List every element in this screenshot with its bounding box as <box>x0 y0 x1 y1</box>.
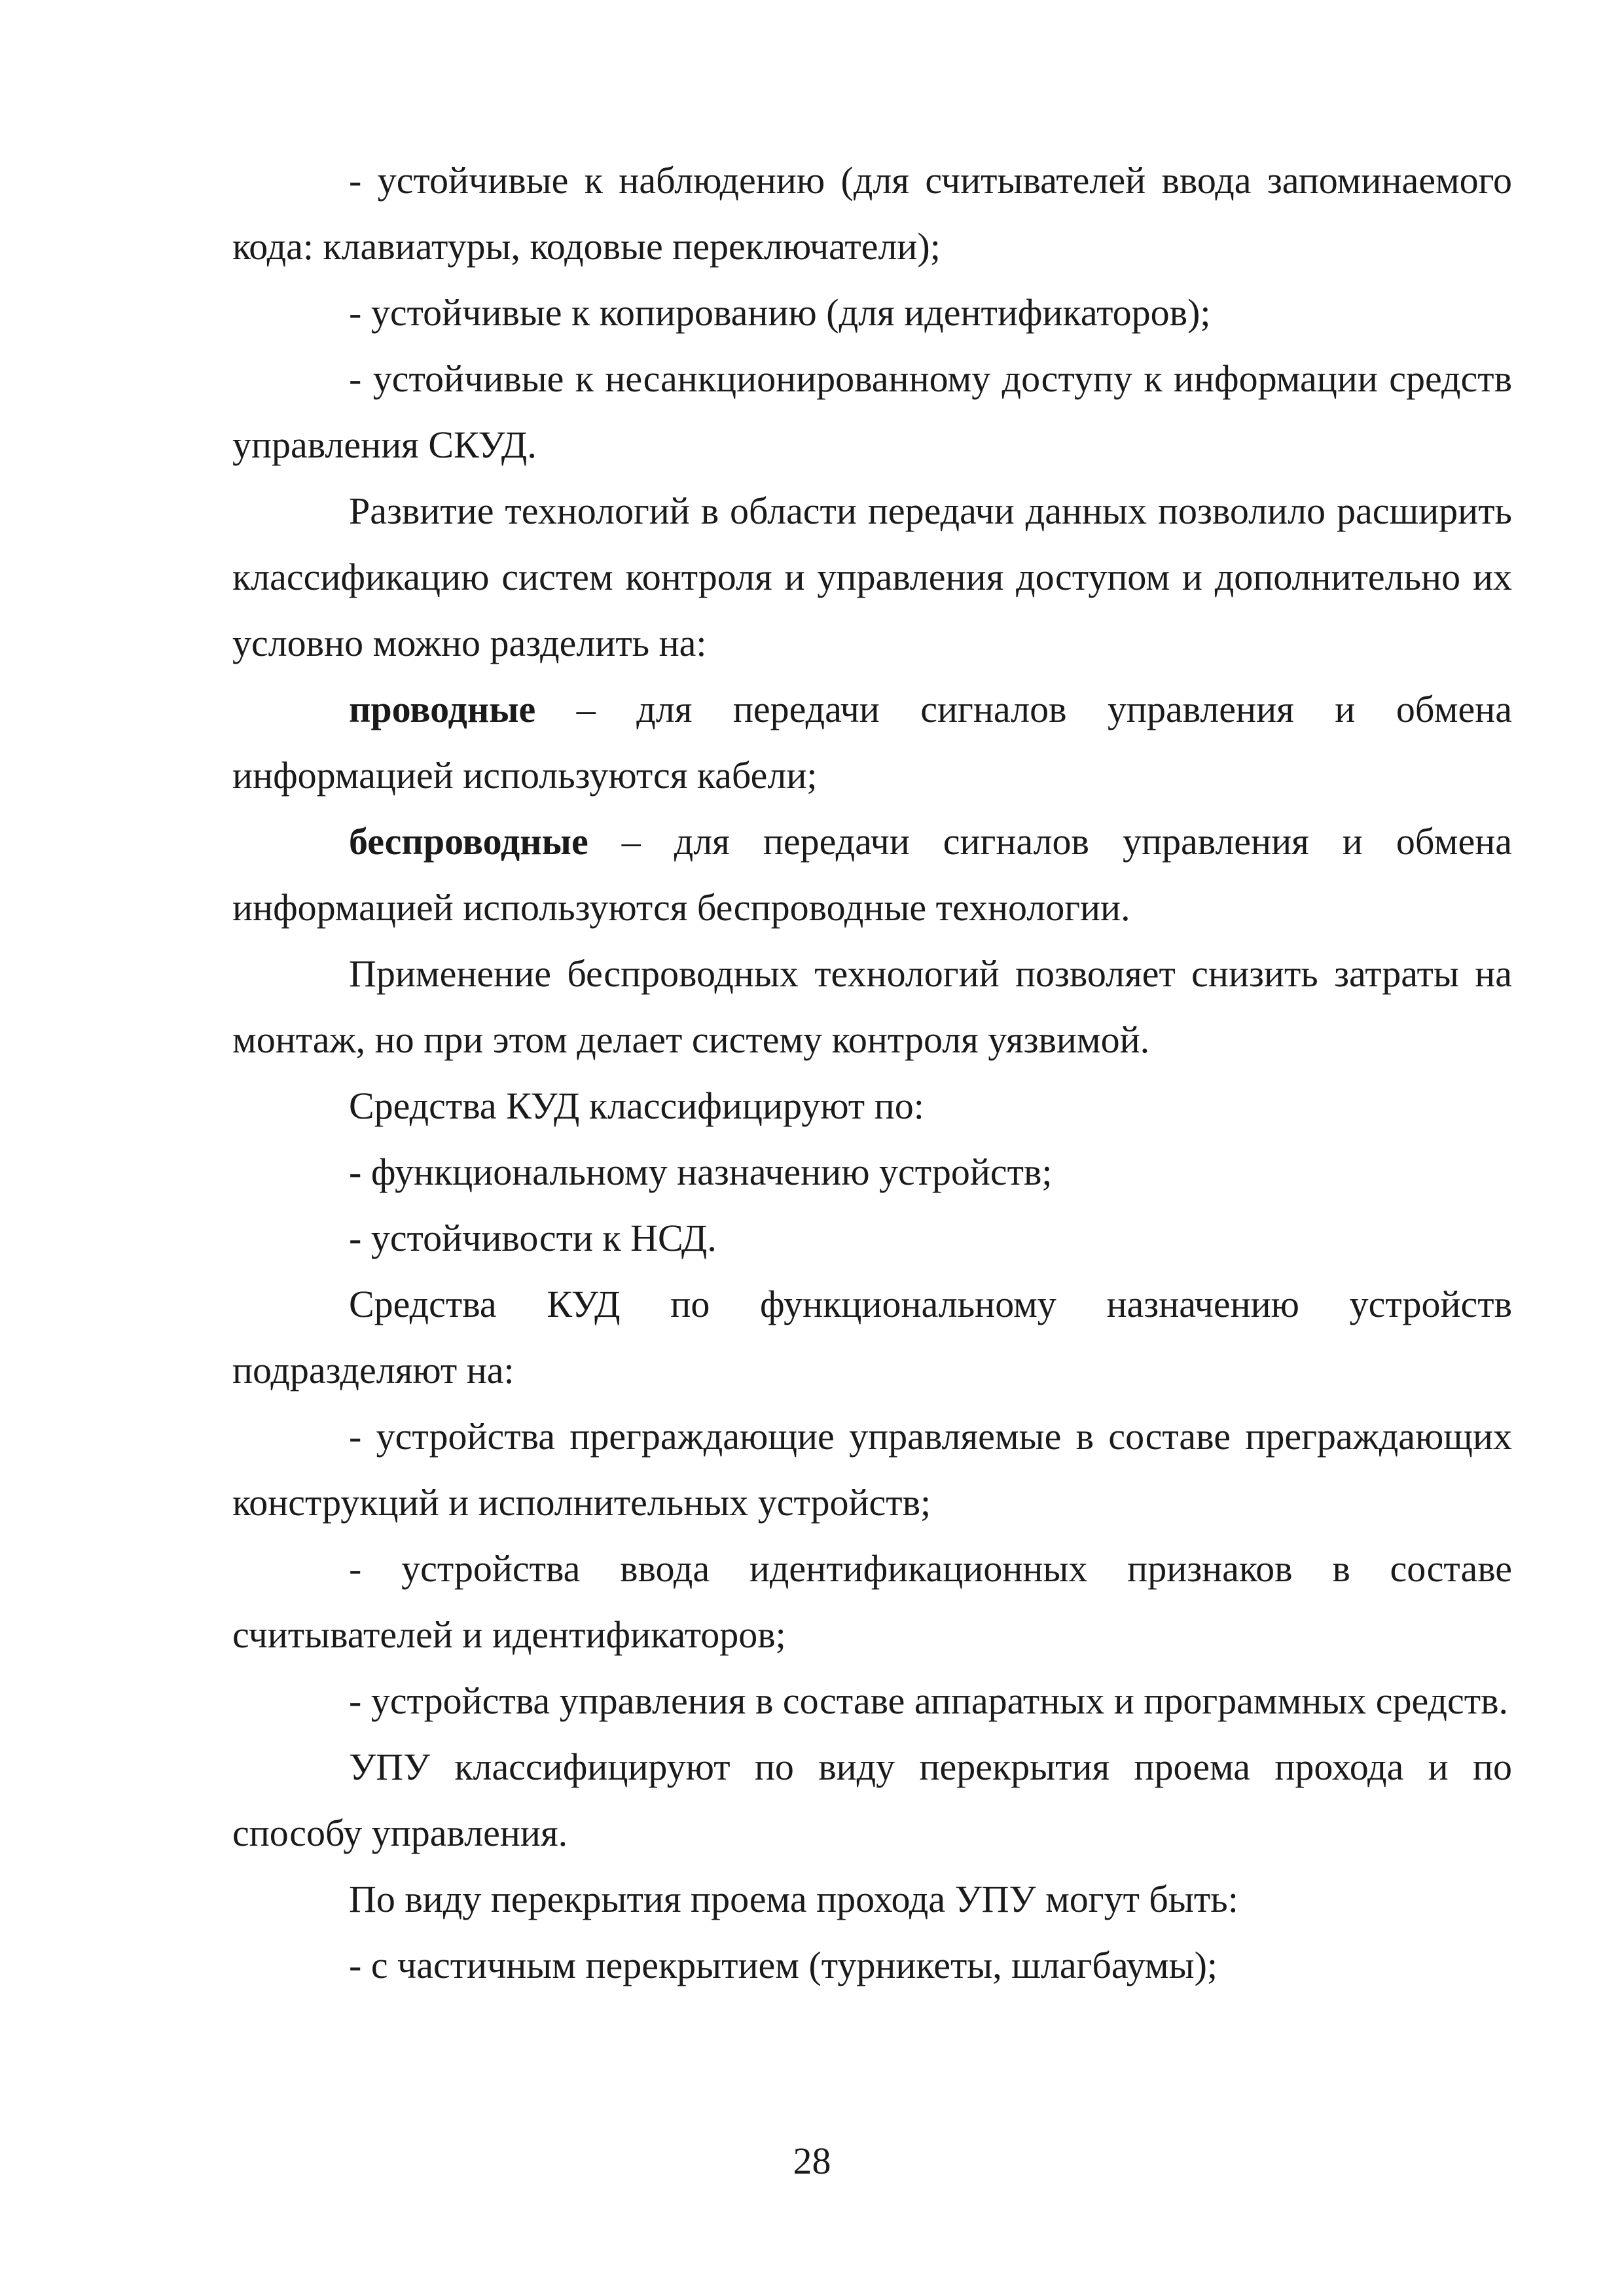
paragraph-text: УПУ классифицируют по виду перекрытия проема прохода и по способу управления. <box>232 1746 1512 1854</box>
paragraph <box>232 279 1512 346</box>
paragraph-text: - устройства преграждающие управляемые в составе преграждающих конструкций и исполнительных устройств; <box>232 1415 1512 1524</box>
paragraph <box>232 1866 1512 1932</box>
paragraph <box>232 346 1512 478</box>
paragraph-text: Средства КУД классифицируют по: <box>349 1085 924 1127</box>
paragraph <box>232 147 1512 279</box>
paragraph-text: - устойчивые к копированию (для идентификаторов); <box>349 291 1211 334</box>
paragraph <box>232 1668 1512 1734</box>
paragraph <box>232 941 1512 1073</box>
paragraph <box>232 1139 1512 1205</box>
paragraph <box>232 1932 1512 1998</box>
paragraph-text: - устойчивости к НСД. <box>349 1217 717 1259</box>
paragraph <box>232 1205 1512 1271</box>
paragraph <box>232 1073 1512 1139</box>
paragraph <box>232 1271 1512 1403</box>
paragraph <box>232 808 1512 941</box>
paragraph-text: - устройства ввода идентификационных признаков в составе считывателей и идентификаторов; <box>232 1547 1512 1656</box>
paragraph-text: - функциональному назначению устройств; <box>349 1151 1053 1193</box>
paragraph-lead-bold: беспроводные <box>349 820 588 863</box>
paragraph-text: - устройства управления в составе аппаратных и программных средств. <box>349 1679 1508 1722</box>
page-number: 28 <box>793 2140 831 2182</box>
paragraph <box>232 676 1512 808</box>
paragraph-text: По виду перекрытия проема прохода УПУ могут быть: <box>349 1878 1238 1920</box>
page-body <box>232 147 1512 1998</box>
paragraph-text: - устойчивые к несанкционированному доступу к информации средств управления СКУД. <box>232 357 1512 466</box>
paragraph <box>232 1535 1512 1668</box>
paragraph-text: – для передачи сигналов управления и обмена информацией используются кабели; <box>232 688 1512 797</box>
paragraph-text: Развитие технологий в области передачи данных позволило расширить классификацию систем контроля и управления доступом и дополнительно их условно можно разделить на: <box>232 490 1512 664</box>
paragraph-text: - с частичным перекрытием (турникеты, шлагбаумы); <box>349 1944 1218 1986</box>
paragraph-text: - устойчивые к наблюдению (для считывателей ввода запоминаемого кода: клавиатуры, кодовые переключатели); <box>232 159 1512 268</box>
paragraph-text: Средства КУД по функциональному назначению устройств подразделяют на: <box>232 1283 1512 1391</box>
paragraph-text: – для передачи сигналов управления и обмена информацией используются беспроводные технологии. <box>232 820 1512 929</box>
paragraph <box>232 478 1512 676</box>
paragraph <box>232 1734 1512 1866</box>
paragraph-text: Применение беспроводных технологий позволяет снизить затраты на монтаж, но при этом делает систему контроля уязвимой. <box>232 952 1512 1061</box>
paragraph <box>232 1403 1512 1535</box>
paragraph-lead-bold: проводные <box>349 688 536 730</box>
